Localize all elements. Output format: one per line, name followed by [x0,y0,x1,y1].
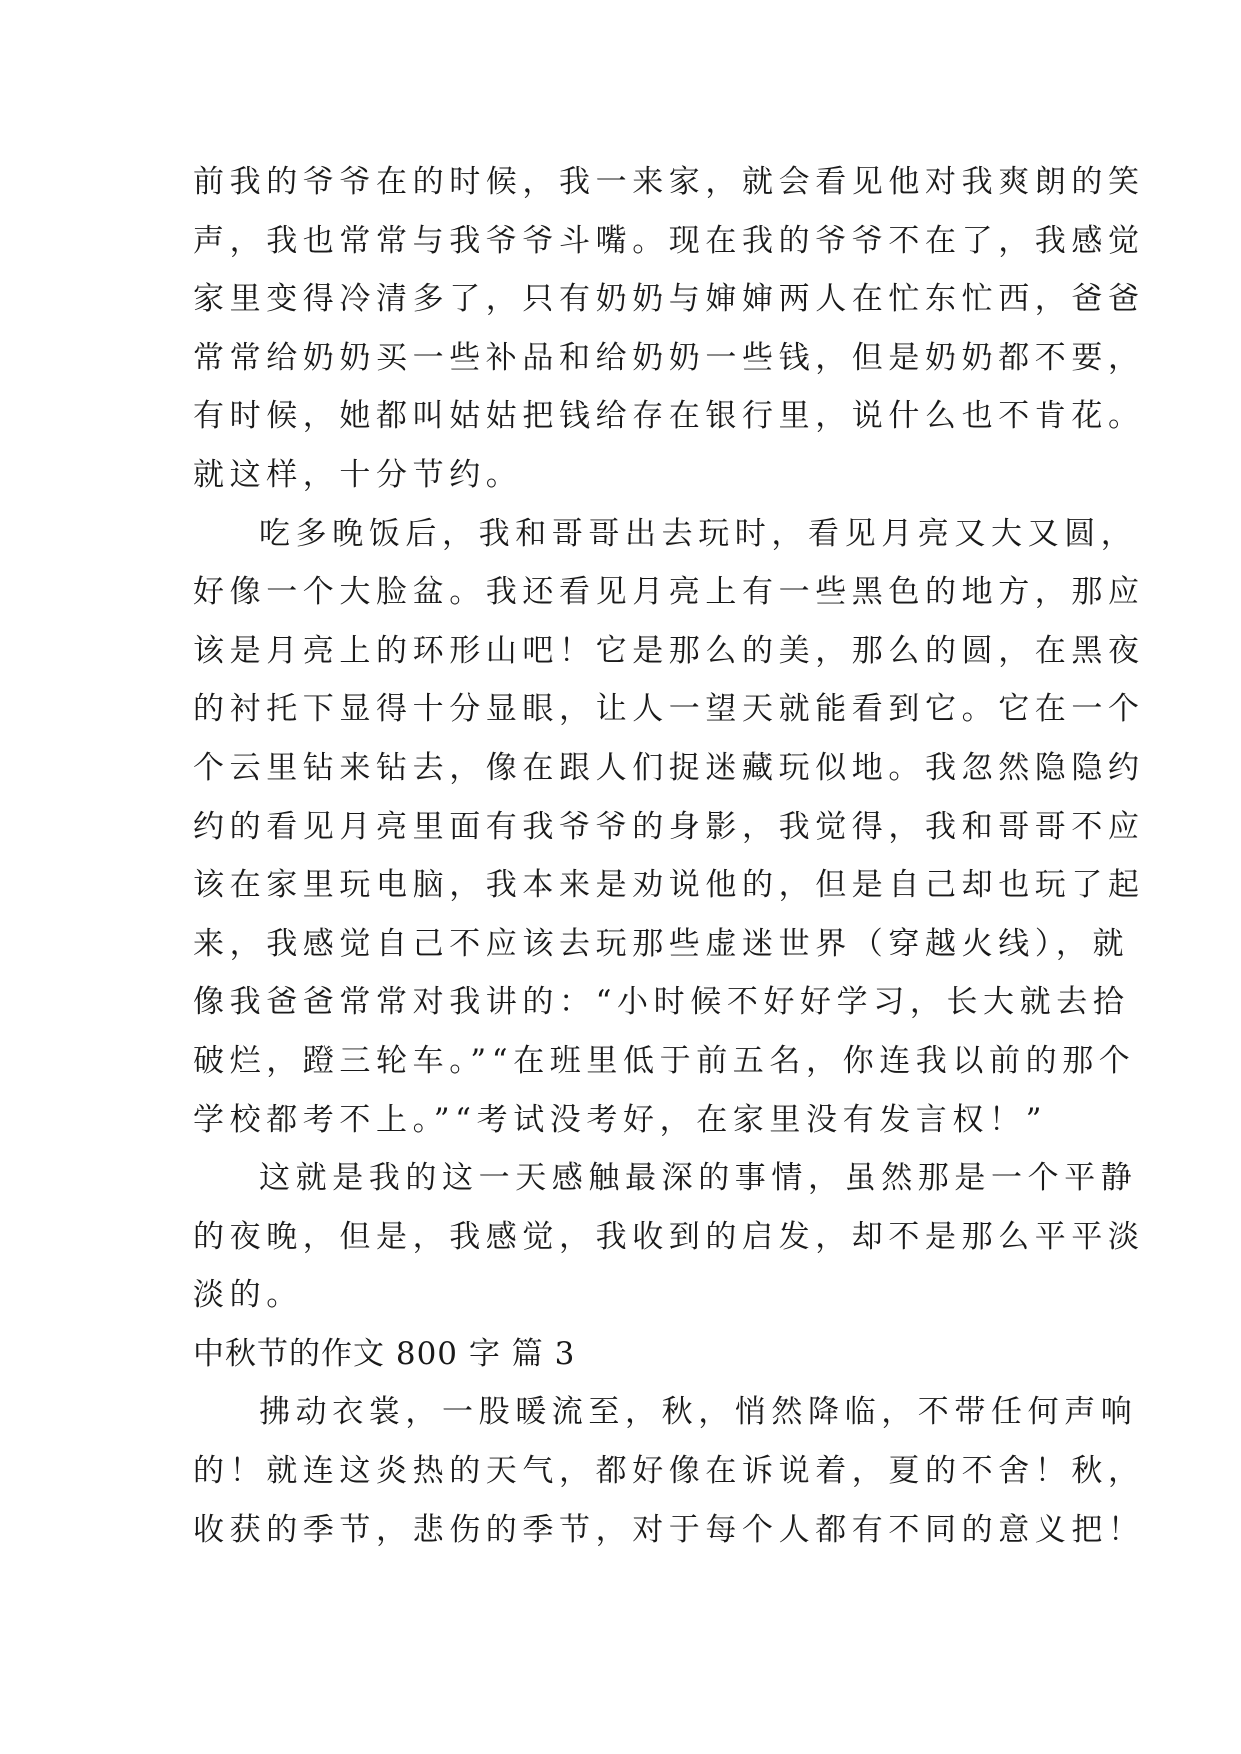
text-line: 的夜晚，但是，我感觉，我收到的启发，却不是那么平平淡 [193,1218,1145,1255]
text-line: 常常给奶奶买一些补品和给奶奶一些钱，但是奶奶都不要， [193,339,1145,376]
paragraph-start-line: 这就是我的这一天感触最深的事情，虽然那是一个平静 [259,1160,1138,1197]
text-line: 家里变得冷清多了，只有奶奶与婶婶两人在忙东忙西，爸爸 [193,281,1145,318]
text-line: 好像一个大脸盆。我还看见月亮上有一些黑色的地方，那应 [193,574,1145,611]
paragraph-start-line: 吃多晚饭后，我和哥哥出去玩时，看见月亮又大又圆， [259,515,1138,552]
text-line: 像我爸爸常常对我讲的：“小时候不好好学习，长大就去拾 [193,984,1130,1021]
text-line: 前我的爷爷在的时候，我一来家，就会看见他对我爽朗的笑 [193,164,1145,200]
text-line: 学校都考不上。”“考试没考好，在家里没有发言权！” [193,1101,1048,1138]
text-line: 的衬托下显得十分显眼，让人一望天就能看到它。它在一个 [193,691,1145,728]
text-line: 约的看见月亮里面有我爷爷的身影，我觉得，我和哥哥不应 [193,808,1145,845]
paragraph-start-line: 拂动衣裳，一股暖流至，秋，悄然降临，不带任何声响 [259,1394,1138,1431]
text-line: 淡的。 [193,1277,303,1314]
text-line: 就这样，十分节约。 [193,456,523,493]
text-line: 有时候，她都叫姑姑把钱给存在银行里，说什么也不肯花。 [193,398,1145,435]
text-line: 收获的季节，悲伤的季节，对于每个人都有不同的意义把！ [193,1511,1145,1548]
text-line: 该是月亮上的环形山吧！它是那么的美，那么的圆，在黑夜 [193,632,1145,669]
text-line: 个云里钻来钻去，像在跟人们捉迷藏玩似地。我忽然隐隐约 [193,749,1145,786]
text-line: 该在家里玩电脑，我本来是劝说他的，但是自己却也玩了起 [193,867,1145,904]
text-line: 声，我也常常与我爷爷斗嘴。现在我的爷爷不在了，我感觉 [193,222,1145,259]
text-line: 的！就连这炎热的天气，都好像在诉说着，夏的不舍！秋， [193,1453,1145,1490]
document-body [193,153,1145,1559]
text-line: 破烂，蹬三轮车。”“在班里低于前五名，你连我以前的那个 [193,1042,1136,1079]
text-line: 来，我感觉自己不应该去玩那些虚迷世界（穿越火线），就 [193,925,1130,962]
section-heading: 中秋节的作文 800 字 篇 3 [193,1335,576,1372]
